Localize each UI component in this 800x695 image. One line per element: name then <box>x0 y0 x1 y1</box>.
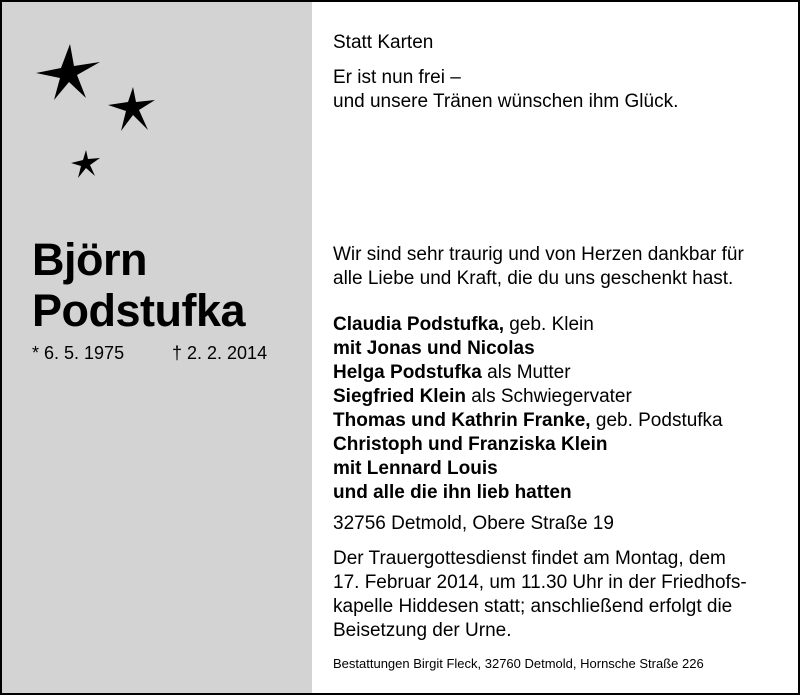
mourner-line <box>333 481 723 505</box>
mourner-name: Christoph und Franziska Klein <box>333 434 608 455</box>
motto-line: Er ist nun frei – <box>333 67 461 88</box>
undertaker-info: Bestattungen Birgit Fleck, 32760 Detmold, Hornsche Straße 226 <box>333 656 704 671</box>
mourner-name: und alle die ihn lieb hatten <box>333 482 572 503</box>
mourner-line <box>333 457 723 481</box>
death-date: † 2. 2. 2014 <box>172 343 268 363</box>
last-name: Podstufka <box>32 285 246 336</box>
mourner-relation: geb. Klein <box>504 314 594 335</box>
mourner-relation: geb. Podstufka <box>590 410 723 431</box>
service-line: Beisetzung der Urne. <box>333 620 512 641</box>
mourners-list <box>333 313 723 505</box>
mourner-line <box>333 337 723 361</box>
motto <box>333 66 678 114</box>
left-panel <box>2 2 312 693</box>
mourner-line <box>333 409 723 433</box>
service-line: Der Trauergottesdienst findet am Montag, dem <box>333 548 726 569</box>
stars-icon <box>2 2 312 202</box>
star-medium-icon <box>108 87 155 131</box>
star-large-icon <box>36 44 100 100</box>
service-info <box>333 547 747 643</box>
thanks-line: Wir sind sehr traurig und von Herzen dankbar für <box>333 244 744 265</box>
mourner-name: Claudia Podstufka, <box>333 314 505 335</box>
mourner-relation: als Mutter <box>481 362 571 383</box>
star-small-icon <box>71 150 100 178</box>
mourner-relation: als Schwiegervater <box>466 386 632 407</box>
heading: Statt Karten <box>333 32 434 53</box>
mourner-line <box>333 361 723 385</box>
birth-date: * 6. 5. 1975 <box>32 343 125 363</box>
mourner-line <box>333 313 723 337</box>
mourner-name: Helga Podstufka <box>333 362 482 383</box>
motto-line: und unsere Tränen wünschen ihm Glück. <box>333 91 679 112</box>
family-address: 32756 Detmold, Obere Straße 19 <box>333 513 614 534</box>
thanks-line: alle Liebe und Kraft, die du uns geschenkt hast. <box>333 268 734 289</box>
mourner-name: mit Jonas und Nicolas <box>333 338 535 359</box>
service-line: 17. Februar 2014, um 11.30 Uhr in der Friedhofs- <box>333 572 747 593</box>
mourner-name: Thomas und Kathrin Franke, <box>333 410 591 431</box>
thanks-text <box>333 243 744 291</box>
service-line: kapelle Hiddesen statt; anschließend erfolgt die <box>333 596 733 617</box>
mourner-line <box>333 385 723 409</box>
mourner-name: mit Lennard Louis <box>333 458 498 479</box>
life-dates <box>32 342 268 364</box>
mourner-name: Siegfried Klein <box>333 386 467 407</box>
first-name: Björn <box>32 234 147 285</box>
deceased-name <box>32 234 245 336</box>
mourner-line <box>333 433 723 457</box>
